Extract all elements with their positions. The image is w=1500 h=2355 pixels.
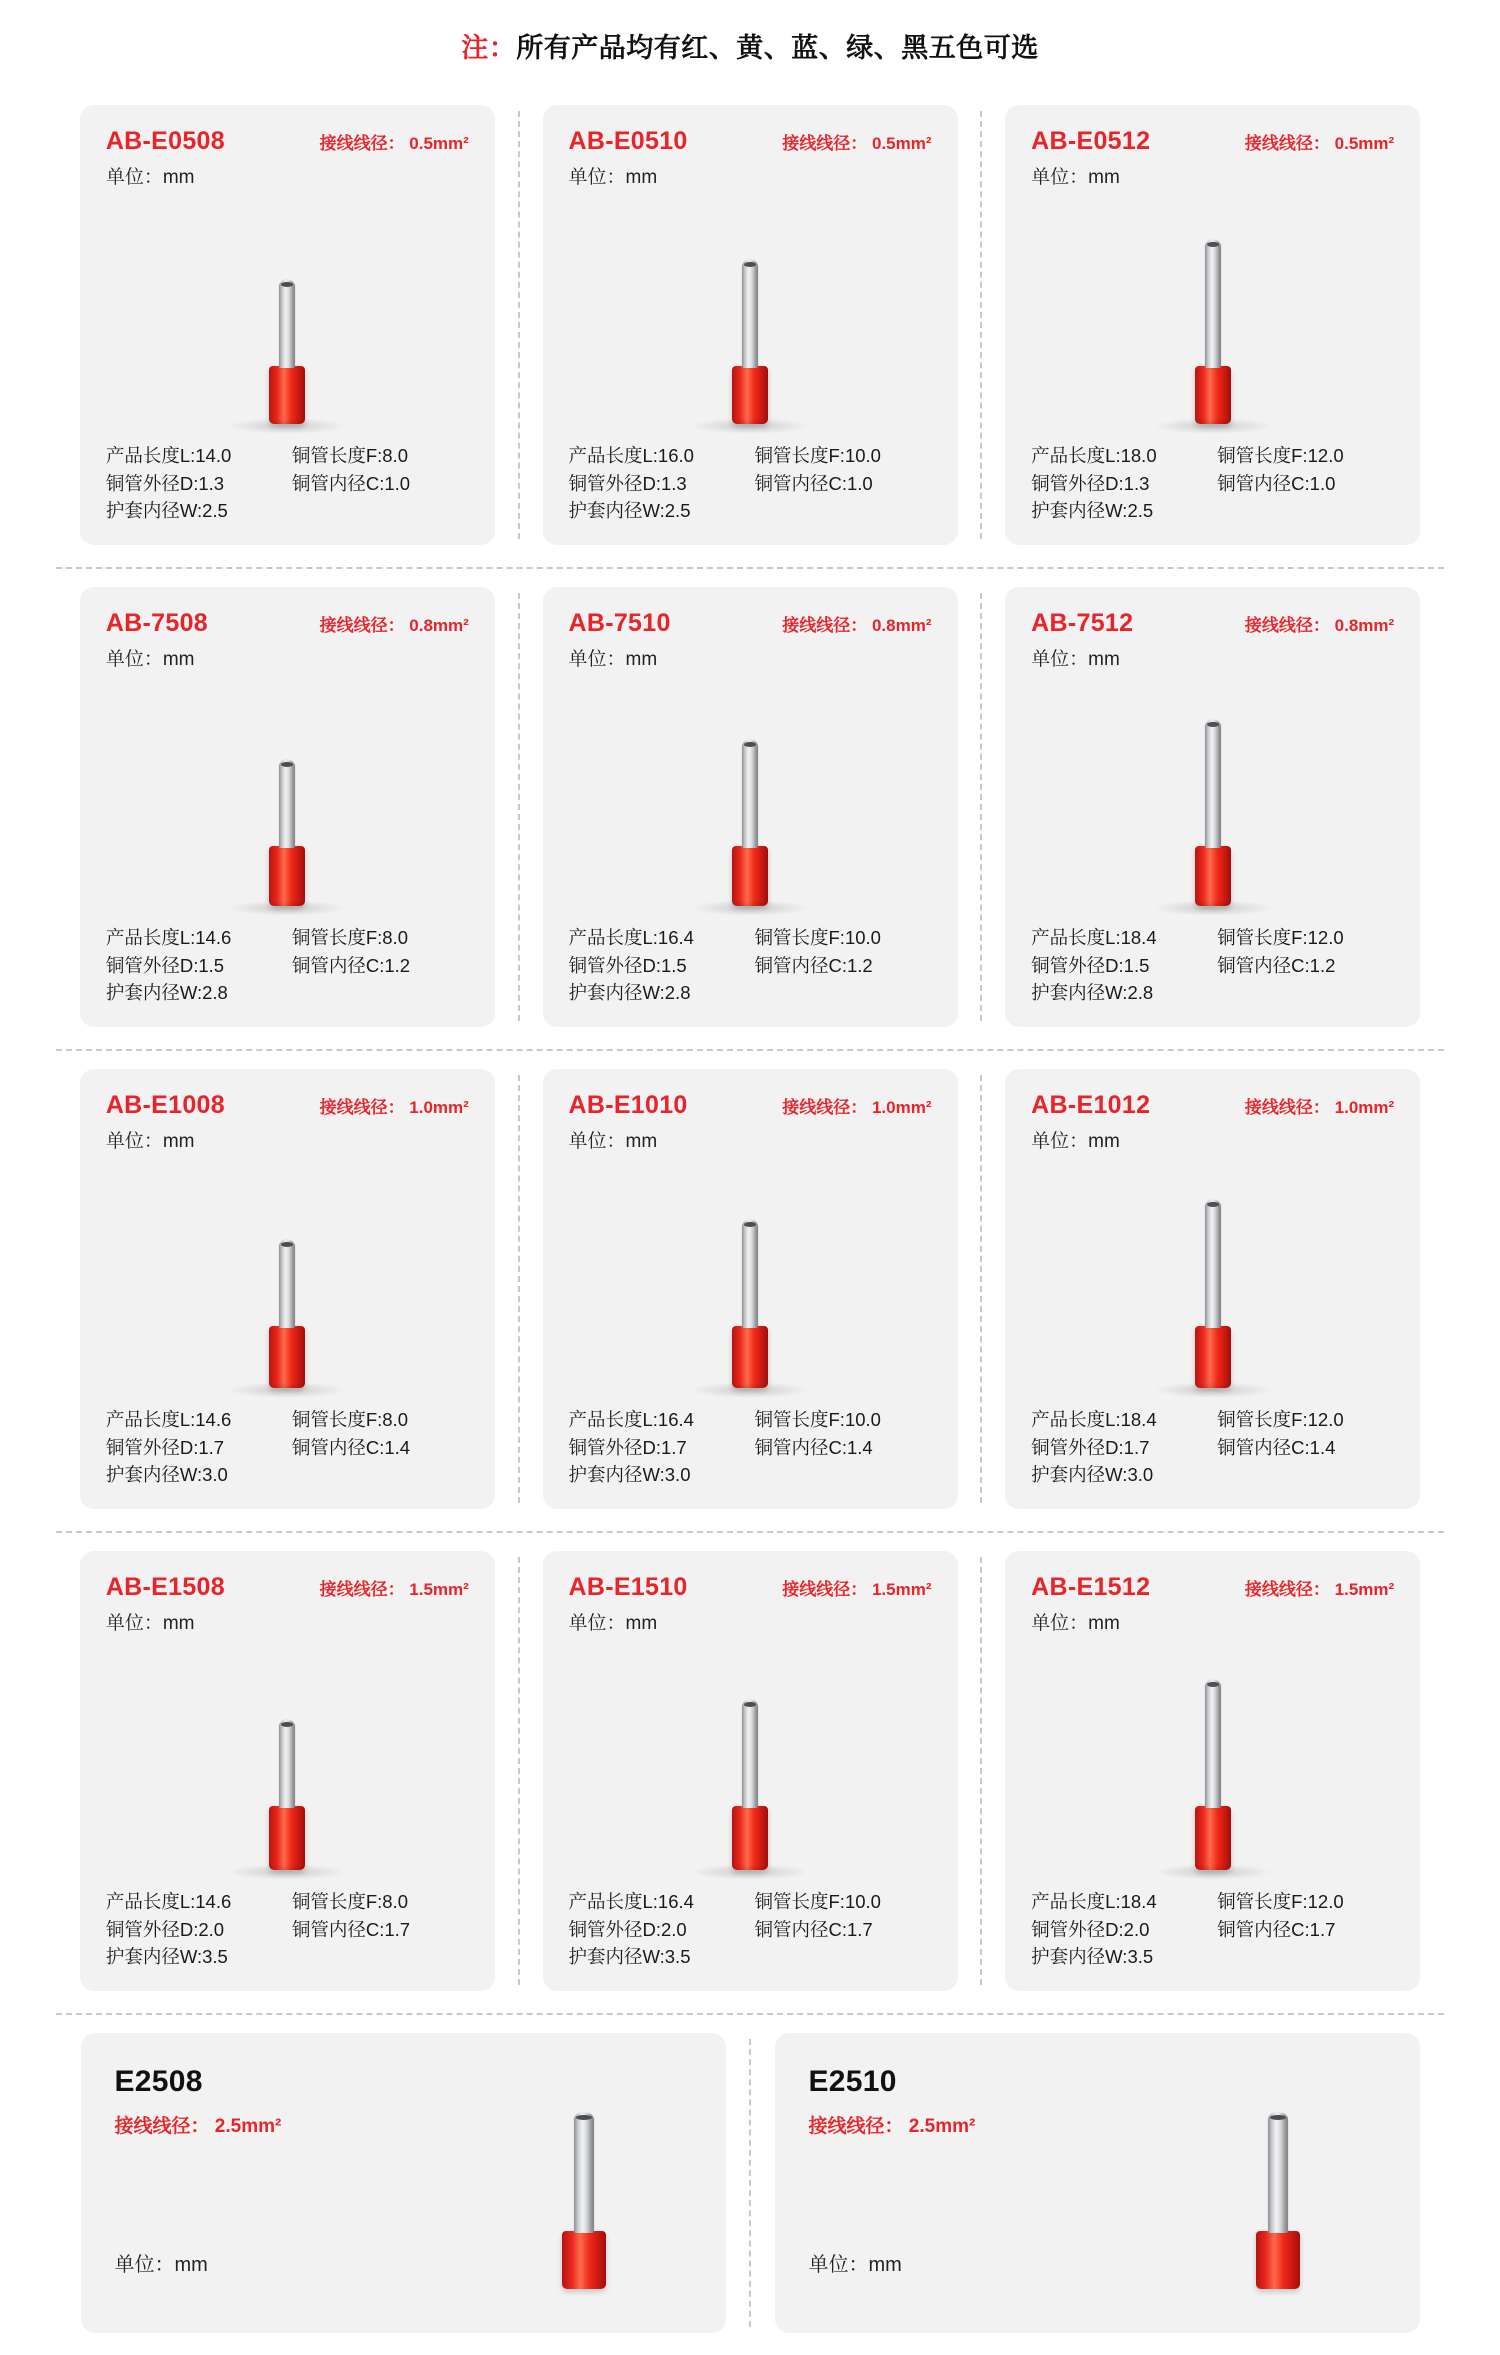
drop-shadow [1153,418,1273,434]
spec-sleeve-inner-diameter: 护套内径W:2.8 [568,982,691,1004]
product-model: AB-7508 [105,609,208,637]
spec-block [1031,1406,1394,1489]
product-image [106,671,469,910]
drop-shadow [690,900,810,916]
copper-tube [279,760,295,848]
product-model: AB-E1510 [568,1573,688,1601]
product-model: E2508 [114,2065,203,2098]
product-row-large [0,2015,1500,2355]
wire-gauge: 接线线径： 1.0mm² [1244,1098,1395,1117]
spec-tube-outer-diameter: 铜管外径D:1.7 [1031,1436,1150,1458]
product-image [569,671,932,910]
spec-tube-length: 铜管长度F:10.0 [754,444,881,466]
product-image [569,1635,932,1874]
spec-block [106,924,469,1007]
spec-tube-length: 铜管长度F:12.0 [1217,444,1344,466]
spec-product-length: 产品长度L:18.0 [1031,444,1157,466]
product-row-inner [56,1533,1444,2013]
product-image [569,189,932,428]
drop-shadow [690,1382,810,1398]
spec-product-length: 产品长度L:18.4 [1031,926,1157,948]
spec-tube-inner-diameter: 铜管内径C:1.4 [754,1436,873,1458]
card-header [569,1091,932,1120]
unit-label: 单位：mm [568,167,658,188]
product-model: AB-E1010 [568,1091,688,1119]
spec-tube-length: 铜管长度F:8.0 [291,444,408,466]
unit-label: 单位：mm [808,2254,902,2276]
product-image [1031,1153,1394,1392]
spec-product-length: 产品长度L:14.6 [105,1408,232,1430]
wire-gauge: 接线线径： 0.8mm² [319,616,469,635]
product-model: AB-E0512 [1031,127,1151,155]
card-header [106,127,469,156]
unit-label: 单位：mm [568,1613,658,1634]
product-card[interactable] [543,105,958,545]
product-image [106,189,469,428]
spec-block [569,442,932,525]
card-header [1031,1091,1394,1120]
plastic-sleeve [1195,1326,1231,1388]
plastic-sleeve [1195,846,1231,906]
spec-product-length: 产品长度L:16.4 [568,1408,694,1430]
product-card-wrapper [519,1551,982,1991]
spec-tube-outer-diameter: 铜管外径D:1.5 [568,954,687,976]
unit-label: 单位：mm [1031,167,1120,188]
product-row-inner [56,569,1444,1049]
spec-tube-inner-diameter: 铜管内径C:1.2 [291,954,411,976]
spec-tube-inner-diameter: 铜管内径C:1.7 [291,1918,411,1940]
ferrule-illustration [1195,1200,1231,1388]
product-card[interactable] [80,1551,495,1991]
product-model: AB-E1508 [105,1573,225,1601]
spec-tube-inner-diameter: 铜管内径C:1.2 [754,954,873,976]
drop-shadow [690,1864,810,1880]
unit-label: 单位：mm [568,649,658,670]
ferrule-illustration [732,740,768,906]
spec-sleeve-inner-diameter: 护套内径W:3.0 [568,1464,691,1486]
plastic-sleeve [1195,366,1231,424]
spec-tube-inner-diameter: 铜管内径C:1.2 [1217,954,1336,976]
spec-sleeve-inner-diameter: 护套内径W:2.5 [1031,500,1154,522]
spec-product-length: 产品长度L:14.0 [105,444,232,466]
ferrule-illustration [269,760,305,906]
product-card[interactable] [81,2033,726,2333]
spec-tube-inner-diameter: 铜管内径C:1.7 [1217,1918,1336,1940]
product-model: AB-E0510 [568,127,688,155]
wire-gauge: 接线线径： 2.5mm² [114,2116,282,2137]
spec-tube-inner-diameter: 铜管内径C:1.0 [291,472,411,494]
spec-product-length: 产品长度L:18.4 [1031,1408,1157,1430]
spec-tube-outer-diameter: 铜管外径D:1.3 [1031,472,1150,494]
copper-tube [742,260,758,368]
drop-shadow [227,1382,347,1398]
spec-sleeve-inner-diameter: 护套内径W:2.5 [105,500,228,522]
product-model: E2510 [808,2065,897,2098]
product-image [1031,1635,1394,1874]
spec-sleeve-inner-diameter: 护套内径W:3.5 [1031,1946,1154,1968]
card-header [106,609,469,638]
product-row [0,1051,1500,1531]
spec-tube-length: 铜管长度F:12.0 [1217,1890,1344,1912]
product-card[interactable] [1005,587,1420,1027]
product-card-wrapper [981,1551,1444,1991]
wire-gauge: 接线线径： 0.5mm² [319,134,469,153]
copper-tube [1268,2113,1288,2233]
ferrule-illustration [269,1720,305,1870]
drop-shadow [227,1864,347,1880]
spec-sleeve-inner-diameter: 护套内径W:3.5 [105,1946,228,1968]
spec-sleeve-inner-diameter: 护套内径W:3.0 [105,1464,228,1486]
copper-tube [1205,1200,1221,1328]
spec-block [106,1406,469,1489]
spec-tube-outer-diameter: 铜管外径D:1.5 [105,954,225,976]
wire-gauge: 接线线径： 1.5mm² [319,1580,469,1599]
ferrule-illustration [269,1240,305,1388]
copper-tube [1205,240,1221,368]
spec-block [106,1888,469,1971]
spec-product-length: 产品长度L:14.6 [105,1890,232,1912]
product-card-wrapper [750,2033,1444,2333]
product-image [562,2113,606,2333]
plastic-sleeve [732,1326,768,1388]
product-image [1031,671,1394,910]
unit-label: 单位：mm [114,2254,208,2276]
card-header [569,127,932,156]
spec-tube-length: 铜管长度F:12.0 [1217,1408,1344,1430]
spec-block [1031,1888,1394,1971]
spec-product-length: 产品长度L:16.4 [568,926,694,948]
card-header [569,609,932,638]
spec-sleeve-inner-diameter: 护套内径W:3.0 [1031,1464,1154,1486]
spec-product-length: 产品长度L:18.4 [1031,1890,1157,1912]
spec-block [106,442,469,525]
product-card[interactable] [543,587,958,1027]
ferrule-illustration [1195,240,1231,424]
product-card-wrapper [56,1551,519,1991]
product-card-wrapper [56,587,519,1027]
wire-gauge: 接线线径： 0.8mm² [1244,616,1395,635]
plastic-sleeve [1256,2231,1300,2289]
spec-block [1031,442,1394,525]
page-note-prefix: 注： [461,33,517,63]
unit-label: 单位：mm [1031,1131,1120,1152]
unit-label: 单位：mm [568,1131,658,1152]
spec-sleeve-inner-diameter: 护套内径W:2.8 [1031,982,1154,1004]
drop-shadow [227,900,347,916]
ferrule-illustration [1195,1680,1231,1870]
copper-tube [742,1700,758,1808]
spec-tube-outer-diameter: 铜管外径D:1.3 [105,472,225,494]
copper-tube [1205,1680,1221,1808]
ferrule-illustration [732,1700,768,1870]
ferrule-illustration [562,2113,606,2289]
ferrule-illustration [732,1220,768,1388]
plastic-sleeve [732,846,768,906]
copper-tube [742,740,758,848]
product-model: AB-E0508 [105,127,225,155]
wire-gauge: 接线线径： 1.0mm² [319,1098,469,1117]
spec-tube-length: 铜管长度F:12.0 [1217,926,1344,948]
spec-block [569,924,932,1007]
spec-tube-inner-diameter: 铜管内径C:1.4 [291,1436,411,1458]
product-model: AB-7512 [1031,609,1134,637]
product-card[interactable] [1005,1069,1420,1509]
product-card[interactable] [80,105,495,545]
product-row-inner [56,1051,1444,1531]
plastic-sleeve [269,1326,305,1388]
product-card-wrapper [56,2033,750,2333]
page-note [0,0,1500,87]
wire-gauge: 接线线径： 0.5mm² [1244,134,1395,153]
product-card-wrapper [519,105,982,545]
copper-tube [742,1220,758,1328]
product-row [0,569,1500,1049]
ferrule-illustration [732,260,768,424]
spec-block [1031,924,1394,1007]
product-card[interactable] [775,2033,1420,2333]
unit-label: 单位：mm [1031,1613,1120,1634]
spec-tube-inner-diameter: 铜管内径C:1.7 [754,1918,873,1940]
product-model: AB-E1512 [1031,1573,1151,1601]
spec-tube-outer-diameter: 铜管外径D:1.7 [568,1436,687,1458]
product-model: AB-E1008 [105,1091,225,1119]
plastic-sleeve [1195,1806,1231,1870]
spec-tube-length: 铜管长度F:8.0 [291,1408,408,1430]
spec-tube-outer-diameter: 铜管外径D:1.5 [1031,954,1150,976]
unit-label: 单位：mm [105,167,195,188]
drop-shadow [1153,900,1273,916]
product-model: AB-7510 [568,609,671,637]
product-card-wrapper [56,105,519,545]
spec-tube-length: 铜管长度F:10.0 [754,926,881,948]
wire-gauge: 接线线径： 1.5mm² [1244,1580,1395,1599]
plastic-sleeve [732,366,768,424]
product-row [0,1533,1500,2013]
unit-label: 单位：mm [105,649,195,670]
drop-shadow [1153,1864,1273,1880]
wire-gauge: 接线线径： 0.8mm² [782,616,932,635]
card-header [106,1091,469,1120]
product-card[interactable] [543,1069,958,1509]
plastic-sleeve [269,366,305,424]
spec-sleeve-inner-diameter: 护套内径W:2.8 [105,982,228,1004]
product-image [106,1153,469,1392]
spec-tube-length: 铜管长度F:10.0 [754,1408,881,1430]
product-row-large-inner [56,2015,1444,2355]
spec-tube-outer-diameter: 铜管外径D:2.0 [1031,1918,1150,1940]
product-card[interactable] [80,1069,495,1509]
ferrule-illustration [269,280,305,424]
spec-product-length: 产品长度L:14.6 [105,926,232,948]
product-image [106,1635,469,1874]
product-card-wrapper [56,1069,519,1509]
product-card[interactable] [543,1551,958,1991]
spec-product-length: 产品长度L:16.4 [568,1890,694,1912]
plastic-sleeve [562,2231,606,2289]
product-card-wrapper [981,105,1444,545]
spec-tube-length: 铜管长度F:8.0 [291,1890,408,1912]
spec-tube-inner-diameter: 铜管内径C:1.0 [1217,472,1336,494]
spec-sleeve-inner-diameter: 护套内径W:3.5 [568,1946,691,1968]
product-card[interactable] [1005,1551,1420,1991]
page-note-text: 所有产品均有红、黄、蓝、绿、黑五色可选 [516,33,1039,63]
product-card[interactable] [80,587,495,1027]
unit-label: 单位：mm [105,1613,195,1634]
spec-tube-inner-diameter: 铜管内径C:1.0 [754,472,873,494]
spec-tube-outer-diameter: 铜管外径D:1.3 [568,472,687,494]
product-card-wrapper [519,1069,982,1509]
copper-tube [279,1240,295,1328]
plastic-sleeve [269,1806,305,1870]
spec-tube-outer-diameter: 铜管外径D:1.7 [105,1436,225,1458]
product-image [569,1153,932,1392]
drop-shadow [690,418,810,434]
plastic-sleeve [269,846,305,906]
drop-shadow [227,418,347,434]
product-card[interactable] [1005,105,1420,545]
spec-sleeve-inner-diameter: 护套内径W:2.5 [568,500,691,522]
card-header [106,1573,469,1602]
copper-tube [279,1720,295,1808]
wire-gauge: 接线线径： 2.5mm² [808,2116,976,2137]
plastic-sleeve [732,1806,768,1870]
spec-block [569,1888,932,1971]
product-grid [0,87,1500,2355]
card-header [569,1573,932,1602]
ferrule-illustration [1195,720,1231,906]
product-image [1256,2113,1300,2333]
product-card-wrapper [519,587,982,1027]
unit-label: 单位：mm [1031,649,1120,670]
card-header [1031,609,1394,638]
product-row-inner [56,87,1444,567]
card-header [1031,127,1394,156]
spec-block [569,1406,932,1489]
product-model: AB-E1012 [1031,1091,1151,1119]
product-card-wrapper [981,587,1444,1027]
wire-gauge: 接线线径： 0.5mm² [782,134,932,153]
copper-tube [279,280,295,368]
product-row [0,87,1500,567]
spec-tube-length: 铜管长度F:8.0 [291,926,408,948]
spec-tube-outer-diameter: 铜管外径D:2.0 [105,1918,225,1940]
spec-product-length: 产品长度L:16.0 [568,444,694,466]
wire-gauge: 接线线径： 1.5mm² [782,1580,932,1599]
product-card-wrapper [981,1069,1444,1509]
spec-tube-inner-diameter: 铜管内径C:1.4 [1217,1436,1336,1458]
card-header [1031,1573,1394,1602]
unit-label: 单位：mm [105,1131,195,1152]
copper-tube [574,2113,594,2233]
spec-tube-outer-diameter: 铜管外径D:2.0 [568,1918,687,1940]
ferrule-illustration [1256,2113,1300,2289]
spec-tube-length: 铜管长度F:10.0 [754,1890,881,1912]
copper-tube [1205,720,1221,848]
product-image [1031,189,1394,428]
wire-gauge: 接线线径： 1.0mm² [782,1098,932,1117]
drop-shadow [1153,1382,1273,1398]
